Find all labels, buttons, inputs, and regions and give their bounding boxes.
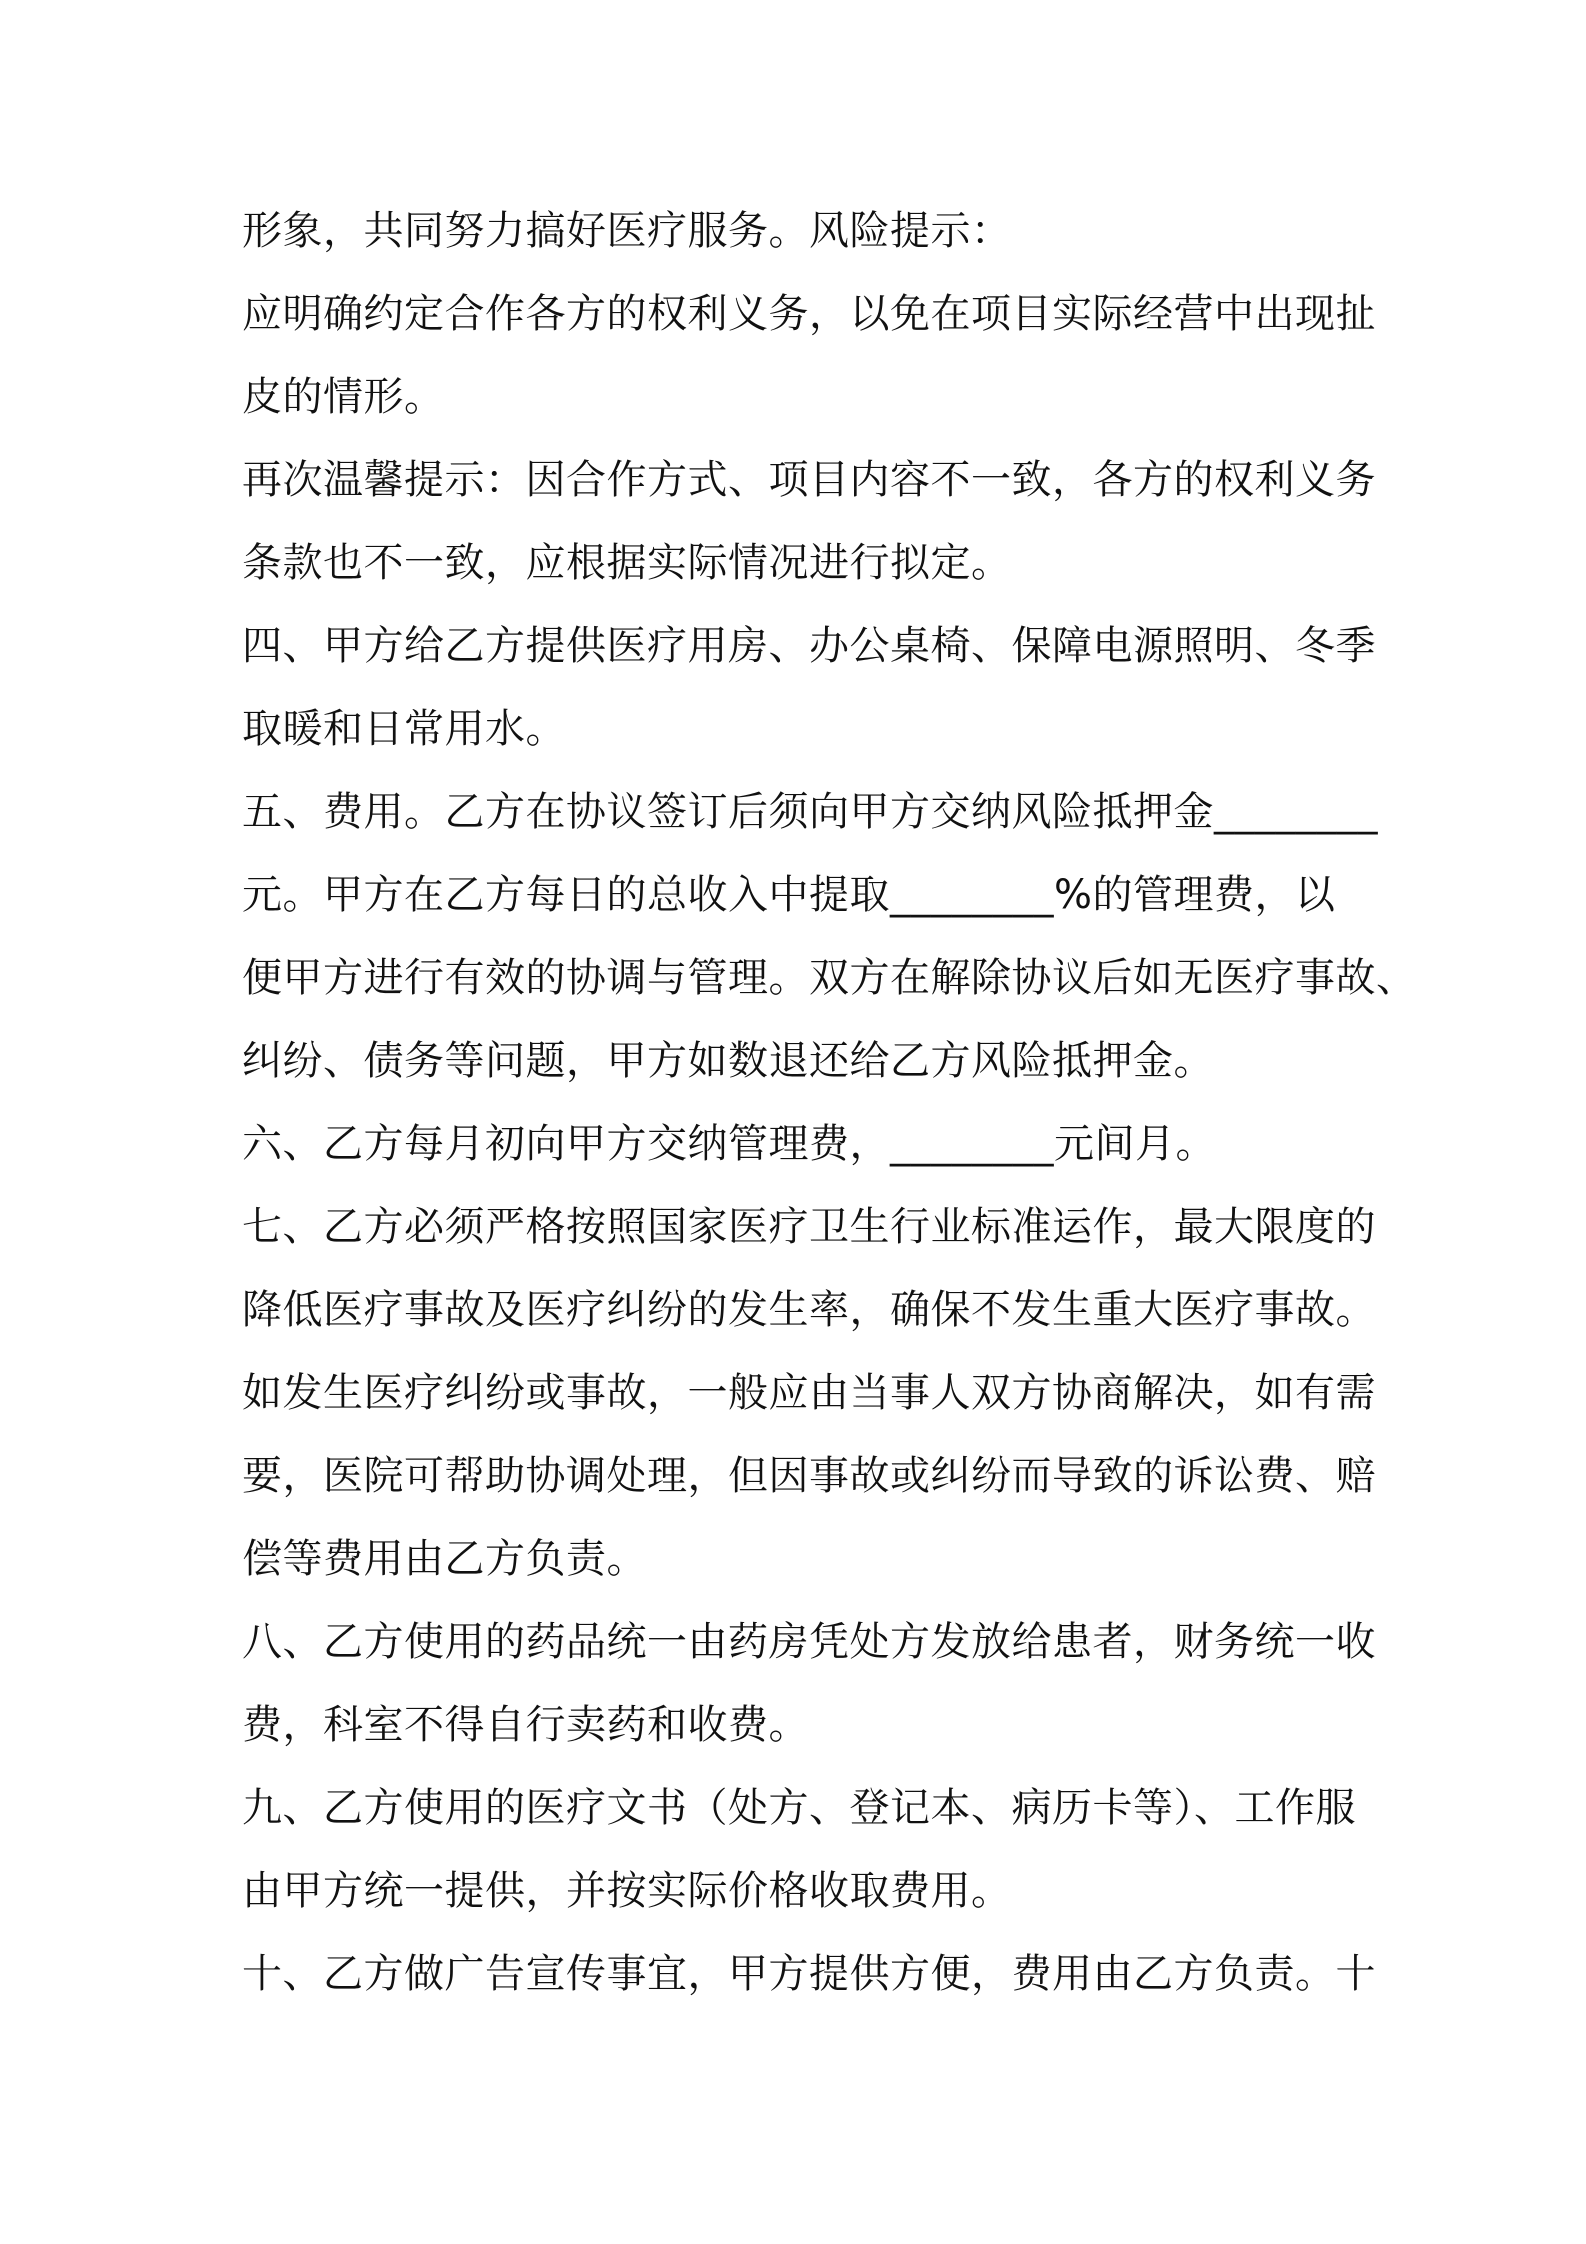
text-line: 十、乙方做广告宣传事宜，甲方提供方便，费用由乙方负责。十 <box>242 1951 1376 1997</box>
text-line: 便甲方进行有效的协调与管理。双方在解除协议后如无医疗事故、 <box>242 955 1417 1001</box>
text-line: 元。甲方在乙方每日的总收入中提取________%的管理费，以 <box>242 872 1336 918</box>
text-line: 形象，共同努力搞好医疗服务。风险提示： <box>242 208 1012 254</box>
text-line: 费，科室不得自行卖药和收费。 <box>242 1702 809 1748</box>
text-line: 八、乙方使用的药品统一由药房凭处方发放给患者，财务统一收 <box>242 1619 1376 1665</box>
text-line: 偿等费用由乙方负责。 <box>242 1536 647 1582</box>
text-line: 皮的情形。 <box>242 374 445 420</box>
text-line: 四、甲方给乙方提供医疗用房、办公桌椅、保障电源照明、冬季 <box>242 623 1376 669</box>
text-line: 五、费用。乙方在协议签订后须向甲方交纳风险抵押金________ <box>242 789 1378 835</box>
text-line: 要，医院可帮助协调处理，但因事故或纠纷而导致的诉讼费、赔 <box>242 1453 1376 1499</box>
text-line: 取暖和日常用水。 <box>242 706 566 752</box>
text-line: 降低医疗事故及医疗纠纷的发生率，确保不发生重大医疗事故。 <box>242 1287 1376 1333</box>
text-line: 七、乙方必须严格按照国家医疗卫生行业标准运作，最大限度的 <box>242 1204 1376 1250</box>
text-line: 九、乙方使用的医疗文书（处方、登记本、病历卡等）、工作服 <box>242 1785 1356 1831</box>
text-line: 条款也不一致，应根据实际情况进行拟定。 <box>242 540 1012 586</box>
text-line: 由甲方统一提供，并按实际价格收取费用。 <box>242 1868 1012 1914</box>
text-line: 如发生医疗纠纷或事故，一般应由当事人双方协商解决，如有需 <box>242 1370 1376 1416</box>
document-body <box>242 190 1417 2016</box>
text-line: 六、乙方每月初向甲方交纳管理费，________元间月。 <box>242 1121 1216 1167</box>
text-line: 应明确约定合作各方的权利义务，以免在项目实际经营中出现扯 <box>242 291 1376 337</box>
text-line: 再次温馨提示：因合作方式、项目内容不一致，各方的权利义务 <box>242 457 1376 503</box>
text-line: 纠纷、债务等问题，甲方如数退还给乙方风险抵押金。 <box>242 1038 1214 1084</box>
